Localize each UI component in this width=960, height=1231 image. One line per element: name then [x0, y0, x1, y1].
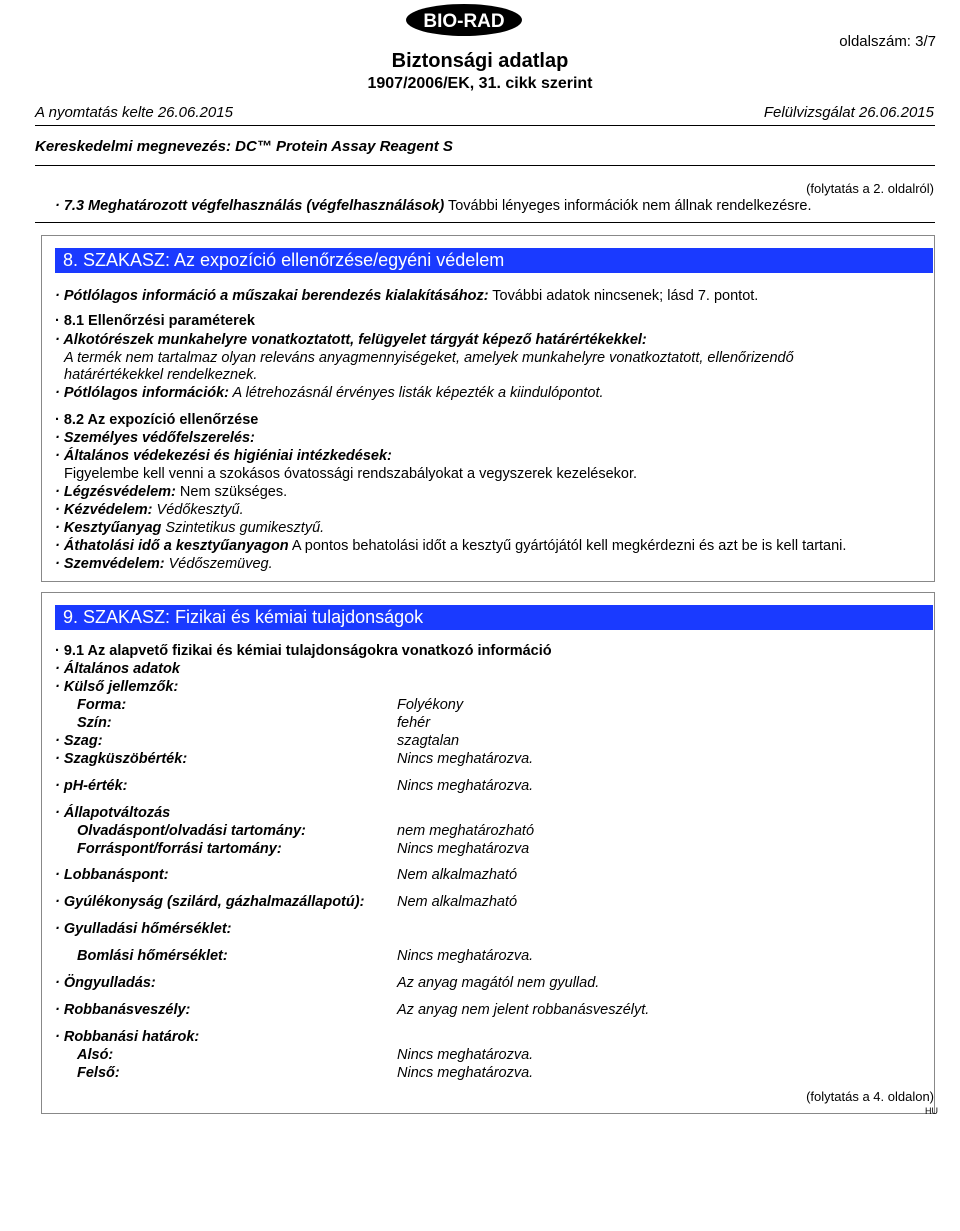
general-data: · Általános adatok [55, 661, 180, 677]
property-label: Felső: [77, 1065, 120, 1081]
respiratory-protection: · Légzésvédelem: Nem szükséges. [55, 484, 288, 500]
penetration-time: · Áthatolási idő a kesztyűanyagon A pontos behatolási időt a kesztyű gyártójától kell megkérdezni és azt be is kell tartani. [55, 538, 847, 554]
property-label: Olvadáspont/olvadási tartomány: [77, 823, 306, 839]
hygiene-text: Figyelembe kell venni a szokásos óvatossági rendszabályokat a vegyszerek kezelésekor. [64, 466, 638, 482]
property-value: Nincs meghatározva [397, 841, 530, 857]
property-value: Folyékony [397, 697, 464, 713]
property-value: Az anyag nem jelent robbanásveszélyt. [397, 1002, 650, 1018]
appearance-heading: · Külső jellemzők: [55, 679, 179, 695]
document-subtitle: 1907/2006/EK, 31. cikk szerint [367, 75, 593, 92]
property-value: Nem alkalmazható [397, 894, 518, 910]
limit-values-text-2: határértékekkel rendelkeznek. [64, 367, 258, 383]
property-value: fehér [397, 715, 431, 731]
property-value: Nincs meghatározva. [397, 751, 534, 767]
eye-protection: · Szemvédelem: Védőszemüveg. [55, 556, 273, 572]
property-label: Szín: [77, 715, 112, 731]
limit-values-heading: · Alkotórészek munkahelyre vonatkoztatott, felügyelet tárgyát képező határértékekkel: [55, 332, 647, 348]
property-label: · Állapotváltozás [55, 805, 171, 821]
hand-protection: · Kézvédelem: Védőkesztyű. [55, 502, 244, 518]
property-label: · Szag: [55, 733, 103, 749]
section-7-3: · 7.3 Meghatározott végfelhasználás (végfelhasználások) További lényeges információk nem állnak rendelkezésre. [55, 198, 812, 214]
heading-8-2: · 8.2 Az expozíció ellenőrzése [55, 412, 259, 428]
heading-9-1: · 9.1 Az alapvető fizikai és kémiai tulajdonságokra vonatkozó információ [55, 643, 552, 659]
property-value: Az anyag magától nem gyullad. [397, 975, 600, 991]
section-8-title: 8. SZAKASZ: Az expozíció ellenőrzése/egyéni védelem [55, 248, 933, 273]
ppe-heading: · Személyes védőfelszerelés: [55, 430, 255, 446]
document-title: Biztonsági adatlap [391, 50, 569, 72]
property-label: · Gyulladási hőmérséklet: [55, 921, 232, 937]
property-label: Forráspont/forrási tartomány: [77, 841, 282, 857]
continued-to: (folytatás a 4. oldalon) [806, 1089, 934, 1104]
section-9-title: 9. SZAKASZ: Fizikai és kémiai tulajdonságok [55, 605, 933, 630]
property-label: · Robbanási határok: [55, 1029, 200, 1045]
heading-8-1: · 8.1 Ellenőrzési paraméterek [55, 313, 255, 329]
property-label: Alsó: [77, 1047, 114, 1063]
technical-info: · Pótlólagos információ a műszakai berendezés kialakításához: További adatok nincsenek; lásd 7. pontot. [55, 288, 759, 304]
property-value: Nem alkalmazható [397, 867, 518, 883]
language-code: HU [925, 1106, 938, 1116]
trade-divider [35, 165, 935, 166]
hygiene-heading: · Általános védekezési és higiéniai intézkedések: [55, 448, 392, 464]
property-label: · Gyúlékonyság (szilárd, gázhalmazállapotú): [55, 894, 365, 910]
property-value: Nincs meghatározva. [397, 1047, 534, 1063]
property-label: · pH-érték: [55, 778, 128, 794]
limit-values-text-1: A termék nem tartalmaz olyan releváns anyagmennyiségeket, amelyek munkahelyre vonatkoztatott, ellenőrizendő [64, 350, 794, 366]
property-label: Bomlási hőmérséklet: [77, 948, 228, 964]
property-label: · Öngyulladás: [55, 975, 156, 991]
svg-text:BIO-RAD: BIO-RAD [423, 11, 505, 32]
revision-date: Felülvizsgálat 26.06.2015 [763, 104, 934, 121]
additional-info: · Pótlólagos információk: A létrehozásnál érvényes listák képezték a kiindulópontot. [55, 385, 604, 401]
property-value: nem meghatározható [397, 823, 535, 839]
property-label: · Szagküszöbérték: [55, 751, 188, 767]
glove-material: · Kesztyűanyag Szintetikus gumikesztyű. [55, 520, 325, 536]
page-number: oldalszám: 3/7 [839, 33, 936, 50]
property-label: · Lobbanáspont: [55, 867, 169, 883]
property-value: szagtalan [397, 733, 460, 749]
property-label: Forma: [77, 697, 127, 713]
bio-rad-logo [405, 3, 523, 37]
header-divider [35, 125, 935, 126]
print-date: A nyomtatás kelte 26.06.2015 [35, 104, 233, 121]
section-divider [35, 222, 935, 223]
property-label: · Robbanásveszély: [55, 1002, 191, 1018]
continued-from: (folytatás a 2. oldalról) [806, 181, 934, 196]
trade-name: Kereskedelmi megnevezés: DC™ Protein Assay Reagent S [35, 138, 453, 155]
property-value: Nincs meghatározva. [397, 948, 534, 964]
property-value: Nincs meghatározva. [397, 1065, 534, 1081]
property-value: Nincs meghatározva. [397, 778, 534, 794]
